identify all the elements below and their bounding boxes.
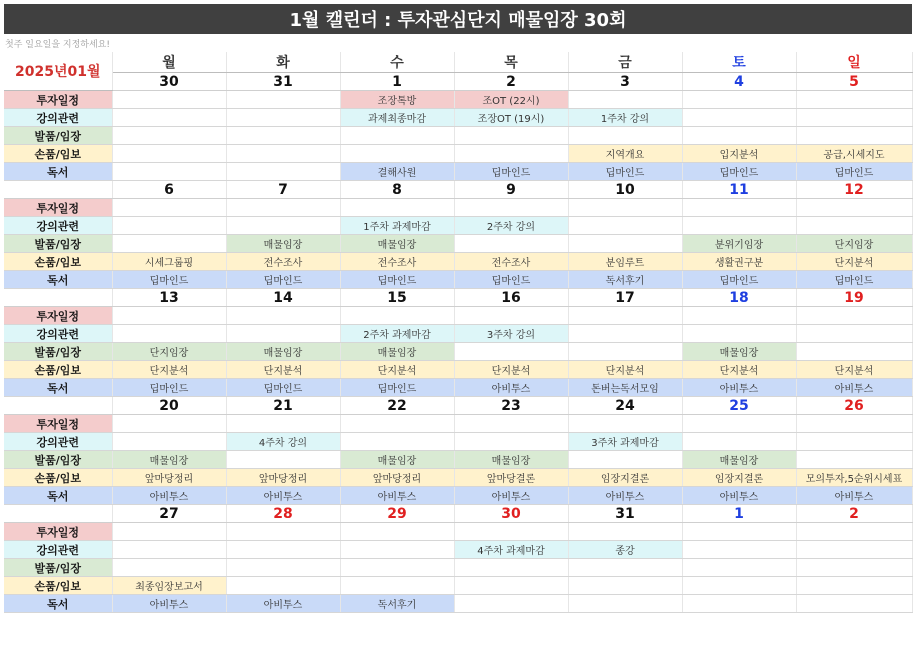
calendar-table	[4, 52, 913, 613]
schedule-cell[interactable]	[226, 325, 340, 343]
row-label-fieldwork: 발품/임장	[4, 343, 112, 361]
schedule-cell[interactable]	[796, 343, 912, 361]
schedule-cell[interactable]: 아비투스	[682, 379, 796, 397]
schedule-cell[interactable]	[568, 577, 682, 595]
schedule-cell[interactable]: 딥마인드	[682, 163, 796, 181]
row-label-invest: 투자일정	[4, 91, 112, 109]
schedule-cell[interactable]	[226, 523, 340, 541]
schedule-cell[interactable]	[454, 307, 568, 325]
schedule-cell[interactable]: 조장OT (19시)	[454, 109, 568, 127]
week-4-fieldwork-row	[4, 451, 912, 469]
schedule-cell[interactable]: 생활권구분	[682, 253, 796, 271]
schedule-cell[interactable]: 아비투스	[454, 379, 568, 397]
date-cell[interactable]: 7	[226, 181, 340, 199]
schedule-cell[interactable]: 3주차 과제마감	[568, 433, 682, 451]
schedule-cell[interactable]: 아비투스	[112, 487, 226, 505]
row-label-research: 손품/임보	[4, 469, 112, 487]
schedule-cell[interactable]: 돈버는독서모임	[568, 379, 682, 397]
schedule-cell[interactable]	[340, 541, 454, 559]
row-label-invest: 투자일정	[4, 415, 112, 433]
schedule-cell[interactable]	[112, 163, 226, 181]
schedule-cell[interactable]: 공급,시세지도	[796, 145, 912, 163]
schedule-cell[interactable]: 단지임장	[796, 235, 912, 253]
schedule-cell[interactable]: 입지분석	[682, 145, 796, 163]
date-cell[interactable]: 4	[682, 73, 796, 91]
schedule-cell[interactable]: 매물임장	[682, 451, 796, 469]
schedule-cell[interactable]	[112, 217, 226, 235]
schedule-cell[interactable]: 매물임장	[340, 343, 454, 361]
schedule-cell[interactable]	[112, 523, 226, 541]
row-label-research: 손품/임보	[4, 361, 112, 379]
date-cell[interactable]: 2	[454, 73, 568, 91]
schedule-cell[interactable]	[796, 433, 912, 451]
date-cell[interactable]: 27	[112, 505, 226, 523]
schedule-cell[interactable]	[568, 199, 682, 217]
schedule-cell[interactable]	[226, 415, 340, 433]
date-row-label-cell	[4, 181, 112, 199]
schedule-cell[interactable]: 딥마인드	[454, 271, 568, 289]
schedule-cell[interactable]	[112, 433, 226, 451]
week-5-reading-row	[4, 595, 912, 613]
schedule-cell[interactable]: 아비투스	[226, 595, 340, 613]
schedule-cell[interactable]	[796, 325, 912, 343]
week-3-date-row	[4, 289, 912, 307]
schedule-cell[interactable]	[796, 307, 912, 325]
schedule-cell[interactable]: 앞마당정리	[112, 469, 226, 487]
schedule-cell[interactable]	[226, 451, 340, 469]
schedule-cell[interactable]: 단지분석	[340, 361, 454, 379]
date-cell[interactable]: 10	[568, 181, 682, 199]
schedule-cell[interactable]: 지역개요	[568, 145, 682, 163]
row-label-research: 손품/임보	[4, 145, 112, 163]
day-header-row	[4, 52, 912, 73]
schedule-cell[interactable]	[226, 163, 340, 181]
schedule-cell[interactable]	[112, 109, 226, 127]
schedule-cell[interactable]	[682, 577, 796, 595]
schedule-cell[interactable]: 딥마인드	[226, 271, 340, 289]
schedule-cell[interactable]: 3주차 강의	[454, 325, 568, 343]
schedule-cell[interactable]	[226, 145, 340, 163]
week-5-date-row	[4, 505, 912, 523]
schedule-cell[interactable]	[682, 433, 796, 451]
schedule-cell[interactable]: 매물임장	[226, 343, 340, 361]
date-cell[interactable]: 22	[340, 397, 454, 415]
date-cell[interactable]: 11	[682, 181, 796, 199]
date-cell[interactable]: 2	[796, 505, 912, 523]
row-label-research: 손품/임보	[4, 577, 112, 595]
schedule-cell[interactable]	[340, 523, 454, 541]
schedule-cell[interactable]	[796, 523, 912, 541]
schedule-cell[interactable]: 종강	[568, 541, 682, 559]
schedule-cell[interactable]: 조OT (22시)	[454, 91, 568, 109]
schedule-cell[interactable]	[112, 307, 226, 325]
date-cell[interactable]: 31	[226, 73, 340, 91]
week-3-lecture-row	[4, 325, 912, 343]
schedule-cell[interactable]: 전수조사	[340, 253, 454, 271]
row-label-reading: 독서	[4, 487, 112, 505]
schedule-cell[interactable]	[112, 325, 226, 343]
week-2-lecture-row	[4, 217, 912, 235]
schedule-cell[interactable]	[568, 217, 682, 235]
schedule-cell[interactable]: 4주차 강의	[226, 433, 340, 451]
date-cell[interactable]: 9	[454, 181, 568, 199]
week-1-invest-row	[4, 91, 912, 109]
date-cell[interactable]: 8	[340, 181, 454, 199]
schedule-cell[interactable]: 전수조사	[226, 253, 340, 271]
schedule-cell[interactable]	[568, 415, 682, 433]
schedule-cell[interactable]	[682, 307, 796, 325]
date-row-label-cell	[4, 397, 112, 415]
week-2-research-row	[4, 253, 912, 271]
date-cell[interactable]: 3	[568, 73, 682, 91]
schedule-cell[interactable]: 매물임장	[340, 451, 454, 469]
row-label-reading: 독서	[4, 163, 112, 181]
date-cell[interactable]: 30	[112, 73, 226, 91]
schedule-cell[interactable]: 매물임장	[340, 235, 454, 253]
week-5-research-row	[4, 577, 912, 595]
schedule-cell[interactable]	[340, 433, 454, 451]
week-5-invest-row	[4, 523, 912, 541]
schedule-cell[interactable]: 아비투스	[226, 487, 340, 505]
schedule-cell[interactable]	[340, 127, 454, 145]
schedule-cell[interactable]: 딥마인드	[796, 271, 912, 289]
schedule-cell[interactable]	[682, 541, 796, 559]
date-row-label-cell	[4, 289, 112, 307]
date-cell[interactable]: 19	[796, 289, 912, 307]
row-label-reading: 독서	[4, 595, 112, 613]
calendar-grid	[4, 52, 912, 613]
schedule-cell[interactable]: 딥마인드	[454, 163, 568, 181]
week-5-lecture-row	[4, 541, 912, 559]
schedule-cell[interactable]	[112, 145, 226, 163]
date-cell[interactable]: 29	[340, 505, 454, 523]
row-label-invest: 투자일정	[4, 199, 112, 217]
schedule-cell[interactable]	[682, 127, 796, 145]
schedule-cell[interactable]: 딥마인드	[226, 379, 340, 397]
schedule-cell[interactable]	[796, 109, 912, 127]
schedule-cell[interactable]	[568, 523, 682, 541]
schedule-cell[interactable]: 앞마당정리	[226, 469, 340, 487]
schedule-cell[interactable]	[682, 217, 796, 235]
row-label-lecture: 강의관련	[4, 217, 112, 235]
schedule-cell[interactable]	[796, 577, 912, 595]
date-cell[interactable]: 14	[226, 289, 340, 307]
schedule-cell[interactable]: 매물임장	[682, 343, 796, 361]
schedule-cell[interactable]: 아비투스	[796, 379, 912, 397]
week-1-fieldwork-row	[4, 127, 912, 145]
week-1-date-row	[4, 73, 912, 91]
schedule-cell[interactable]	[340, 199, 454, 217]
day-header-tue: 화	[226, 52, 340, 73]
schedule-cell[interactable]	[454, 433, 568, 451]
schedule-cell[interactable]	[796, 217, 912, 235]
week-2-invest-row	[4, 199, 912, 217]
schedule-cell[interactable]: 1주차 강의	[568, 109, 682, 127]
day-header-thu: 목	[454, 52, 568, 73]
schedule-cell[interactable]	[226, 109, 340, 127]
week-4-reading-row	[4, 487, 912, 505]
schedule-cell[interactable]	[454, 595, 568, 613]
schedule-cell[interactable]	[454, 343, 568, 361]
schedule-cell[interactable]	[226, 541, 340, 559]
schedule-cell[interactable]: 매물임장	[226, 235, 340, 253]
schedule-cell[interactable]: 단지분석	[568, 361, 682, 379]
schedule-cell[interactable]: 임장지결론	[568, 469, 682, 487]
schedule-cell[interactable]	[226, 307, 340, 325]
schedule-cell[interactable]	[112, 415, 226, 433]
day-header-mon: 월	[112, 52, 226, 73]
schedule-cell[interactable]	[682, 109, 796, 127]
schedule-cell[interactable]: 2주차 강의	[454, 217, 568, 235]
date-cell[interactable]: 5	[796, 73, 912, 91]
date-cell[interactable]: 6	[112, 181, 226, 199]
schedule-cell[interactable]	[226, 217, 340, 235]
schedule-cell[interactable]: 분위기임장	[682, 235, 796, 253]
week-3-fieldwork-row	[4, 343, 912, 361]
schedule-cell[interactable]: 독서후기	[340, 595, 454, 613]
date-cell[interactable]: 13	[112, 289, 226, 307]
row-label-invest: 투자일정	[4, 307, 112, 325]
schedule-cell[interactable]: 아비투스	[796, 487, 912, 505]
schedule-cell[interactable]	[112, 91, 226, 109]
row-label-fieldwork: 발품/임장	[4, 127, 112, 145]
week-3-reading-row	[4, 379, 912, 397]
schedule-cell[interactable]: 단지분석	[226, 361, 340, 379]
schedule-cell[interactable]	[226, 91, 340, 109]
schedule-cell[interactable]	[340, 577, 454, 595]
calendar-title: 1월 캘린더 : 투자관심단지 매물임장 30회	[4, 4, 912, 34]
schedule-cell[interactable]	[454, 577, 568, 595]
schedule-cell[interactable]: 시세그룹핑	[112, 253, 226, 271]
schedule-cell[interactable]: 아비투스	[340, 487, 454, 505]
schedule-cell[interactable]: 단지분석	[682, 361, 796, 379]
schedule-cell[interactable]: 임장지결론	[682, 469, 796, 487]
date-cell[interactable]: 24	[568, 397, 682, 415]
schedule-cell[interactable]: 아비투스	[112, 595, 226, 613]
row-label-lecture: 강의관련	[4, 433, 112, 451]
schedule-cell[interactable]	[682, 325, 796, 343]
schedule-cell[interactable]: 딥마인드	[112, 271, 226, 289]
schedule-cell[interactable]: 딥마인드	[682, 271, 796, 289]
schedule-cell[interactable]	[454, 235, 568, 253]
date-cell[interactable]: 25	[682, 397, 796, 415]
schedule-cell[interactable]	[454, 145, 568, 163]
schedule-cell[interactable]	[340, 145, 454, 163]
schedule-cell[interactable]: 앞마당정리	[340, 469, 454, 487]
week-2-reading-row	[4, 271, 912, 289]
schedule-cell[interactable]	[226, 199, 340, 217]
week-4-date-row	[4, 397, 912, 415]
date-cell[interactable]: 18	[682, 289, 796, 307]
row-label-invest: 투자일정	[4, 523, 112, 541]
schedule-cell[interactable]: 분임루트	[568, 253, 682, 271]
schedule-cell[interactable]: 딥마인드	[340, 379, 454, 397]
schedule-cell[interactable]	[568, 235, 682, 253]
schedule-cell[interactable]	[112, 127, 226, 145]
schedule-cell[interactable]: 아비투스	[682, 487, 796, 505]
schedule-cell[interactable]	[568, 91, 682, 109]
day-header-wed: 수	[340, 52, 454, 73]
schedule-cell[interactable]: 모의투자,5순위시세표	[796, 469, 912, 487]
schedule-cell[interactable]	[454, 199, 568, 217]
schedule-cell[interactable]: 독서후기	[568, 271, 682, 289]
schedule-cell[interactable]: 매물임장	[112, 451, 226, 469]
month-label: 2025년01월	[4, 52, 112, 91]
schedule-cell[interactable]: 4주차 과제마감	[454, 541, 568, 559]
schedule-cell[interactable]	[796, 595, 912, 613]
schedule-cell[interactable]	[568, 127, 682, 145]
schedule-cell[interactable]: 딥마인드	[796, 163, 912, 181]
schedule-cell[interactable]	[340, 559, 454, 577]
schedule-cell[interactable]	[226, 127, 340, 145]
date-cell[interactable]: 1	[340, 73, 454, 91]
row-label-fieldwork: 발품/임장	[4, 235, 112, 253]
date-cell[interactable]: 12	[796, 181, 912, 199]
row-label-reading: 독서	[4, 271, 112, 289]
schedule-cell[interactable]	[454, 523, 568, 541]
week-3-research-row	[4, 361, 912, 379]
schedule-cell[interactable]	[796, 91, 912, 109]
schedule-cell[interactable]	[796, 451, 912, 469]
schedule-cell[interactable]: 과제최종마감	[340, 109, 454, 127]
schedule-cell[interactable]: 앞마당결론	[454, 469, 568, 487]
date-cell[interactable]: 26	[796, 397, 912, 415]
day-header-fri: 금	[568, 52, 682, 73]
date-cell[interactable]: 28	[226, 505, 340, 523]
schedule-cell[interactable]: 매물임장	[454, 451, 568, 469]
date-cell[interactable]: 20	[112, 397, 226, 415]
schedule-cell[interactable]	[226, 559, 340, 577]
row-label-lecture: 강의관련	[4, 541, 112, 559]
schedule-cell[interactable]	[568, 559, 682, 577]
schedule-cell[interactable]	[568, 325, 682, 343]
schedule-cell[interactable]	[682, 595, 796, 613]
day-header-sun: 일	[796, 52, 912, 73]
schedule-cell[interactable]: 단지분석	[796, 361, 912, 379]
schedule-cell[interactable]	[112, 541, 226, 559]
schedule-cell[interactable]	[568, 343, 682, 361]
date-cell[interactable]: 17	[568, 289, 682, 307]
date-row-label-cell	[4, 505, 112, 523]
row-label-reading: 독서	[4, 379, 112, 397]
week-5-fieldwork-row	[4, 559, 912, 577]
schedule-cell[interactable]: 최종임장보고서	[112, 577, 226, 595]
week-1-lecture-row	[4, 109, 912, 127]
hint-text: 첫주 일요일을 지정하세요!	[5, 40, 110, 50]
row-label-lecture: 강의관련	[4, 325, 112, 343]
schedule-cell[interactable]: 단지분석	[454, 361, 568, 379]
week-4-research-row	[4, 469, 912, 487]
schedule-cell[interactable]: 딥마인드	[340, 271, 454, 289]
row-label-fieldwork: 발품/임장	[4, 451, 112, 469]
schedule-cell[interactable]	[682, 523, 796, 541]
schedule-cell[interactable]: 아비투스	[568, 487, 682, 505]
schedule-cell[interactable]: 딥마인드	[112, 379, 226, 397]
schedule-cell[interactable]: 전수조사	[454, 253, 568, 271]
schedule-cell[interactable]	[568, 595, 682, 613]
week-3-invest-row	[4, 307, 912, 325]
week-1-research-row	[4, 145, 912, 163]
row-label-research: 손품/임보	[4, 253, 112, 271]
schedule-cell[interactable]	[796, 199, 912, 217]
schedule-cell[interactable]	[454, 127, 568, 145]
date-cell[interactable]: 16	[454, 289, 568, 307]
date-cell[interactable]: 1	[682, 505, 796, 523]
schedule-cell[interactable]: 결해사원	[340, 163, 454, 181]
schedule-cell[interactable]	[682, 91, 796, 109]
schedule-cell[interactable]	[226, 577, 340, 595]
week-4-invest-row	[4, 415, 912, 433]
schedule-cell[interactable]	[796, 559, 912, 577]
schedule-cell[interactable]	[796, 541, 912, 559]
week-4-lecture-row	[4, 433, 912, 451]
schedule-cell[interactable]	[454, 415, 568, 433]
schedule-cell[interactable]: 딥마인드	[568, 163, 682, 181]
schedule-cell[interactable]	[568, 451, 682, 469]
schedule-cell[interactable]	[112, 559, 226, 577]
schedule-cell[interactable]	[682, 199, 796, 217]
week-1-reading-row	[4, 163, 912, 181]
schedule-cell[interactable]: 아비투스	[454, 487, 568, 505]
schedule-cell[interactable]	[682, 559, 796, 577]
date-cell[interactable]: 23	[454, 397, 568, 415]
week-2-date-row	[4, 181, 912, 199]
date-cell[interactable]: 31	[568, 505, 682, 523]
date-cell[interactable]: 15	[340, 289, 454, 307]
schedule-cell[interactable]: 단지임장	[112, 343, 226, 361]
date-cell[interactable]: 30	[454, 505, 568, 523]
date-cell[interactable]: 21	[226, 397, 340, 415]
schedule-cell[interactable]	[454, 559, 568, 577]
schedule-cell[interactable]	[796, 415, 912, 433]
schedule-cell[interactable]	[340, 415, 454, 433]
schedule-cell[interactable]	[340, 307, 454, 325]
schedule-cell[interactable]	[112, 235, 226, 253]
schedule-cell[interactable]: 2주차 과제마감	[340, 325, 454, 343]
schedule-cell[interactable]: 단지분석	[112, 361, 226, 379]
row-label-lecture: 강의관련	[4, 109, 112, 127]
schedule-cell[interactable]: 조장톡방	[340, 91, 454, 109]
day-header-sat: 토	[682, 52, 796, 73]
schedule-cell[interactable]: 단지분석	[796, 253, 912, 271]
row-label-fieldwork: 발품/임장	[4, 559, 112, 577]
schedule-cell[interactable]	[796, 127, 912, 145]
schedule-cell[interactable]: 1주차 과제마감	[340, 217, 454, 235]
schedule-cell[interactable]	[112, 199, 226, 217]
schedule-cell[interactable]	[568, 307, 682, 325]
week-2-fieldwork-row	[4, 235, 912, 253]
schedule-cell[interactable]	[682, 415, 796, 433]
